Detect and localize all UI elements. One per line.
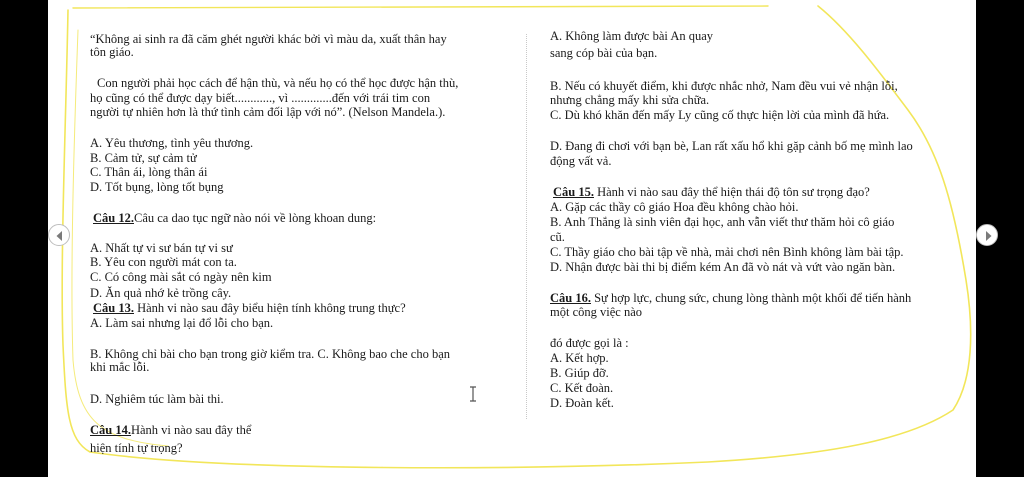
question-text: hiện tính tự trọng? — [90, 441, 183, 455]
text-line: họ cũng có thể được dạy biết............, vì .............đến với trái tim con — [90, 91, 431, 105]
question-label: Câu 16. — [550, 291, 591, 305]
question-15 — [553, 186, 870, 199]
answer-option: A. Làm sai nhưng lại đổ lỗi cho bạn. — [90, 316, 274, 330]
question-12 — [93, 212, 376, 225]
answer-option: A. Không làm được bài An quay — [550, 29, 714, 43]
answer-option: B. Nếu có khuyết điểm, khi được nhắc nhở, Nam đều vui vẻ nhận lỗi, — [550, 79, 898, 93]
answer-option: D. Tốt bụng, lòng tốt bụng — [90, 180, 224, 194]
text-line: tôn giáo. — [90, 45, 134, 59]
answer-option: D. Đoàn kết. — [550, 396, 614, 410]
answer-option: A. Gặp các thầy cô giáo Hoa đều không chào hỏi. — [550, 200, 799, 214]
answer-option: A. Kết hợp. — [550, 351, 609, 365]
answer-option: C. Dù khó khăn đến mấy Ly cũng cố thực hiện lời của mình đã hứa. — [550, 108, 890, 122]
text-cursor-icon — [468, 386, 478, 402]
answer-option: nhưng chẳng mấy khi sửa chữa. — [550, 93, 710, 107]
question-16 — [550, 292, 911, 305]
question-text: Hành vi nào sau đây biểu hiện tính không trung thực? — [133, 301, 406, 315]
answer-option: A. Nhất tự vi sư bán tự vi sư — [90, 241, 233, 255]
text-line: người tự nhiên hơn là thứ tình cảm đối lập với nó”. (Nelson Mandela.). — [90, 105, 446, 119]
question-text: Câu ca dao tục ngữ nào nói về lòng khoan dung: — [133, 211, 377, 225]
answer-option: C. Có công mài sắt có ngày nên kim — [90, 270, 272, 284]
question-14 — [90, 424, 251, 437]
answer-option: sang cóp bài của bạn. — [550, 46, 658, 60]
answer-option: D. Ăn quả nhớ kẻ trồng cây. — [90, 286, 232, 300]
question-label: Câu 12. — [93, 211, 134, 225]
answer-option: B. Không chỉ bài cho bạn trong giờ kiểm tra. C. Không bao che cho bạn — [90, 347, 451, 361]
answer-option: khi mắc lỗi. — [90, 360, 150, 374]
answer-option: cũ. — [550, 230, 565, 244]
question-label: Câu 15. — [553, 185, 594, 199]
question-text: Hành vi nào sau đây thể hiện thái độ tôn sư trọng đạo? — [593, 185, 870, 199]
text-line: “Không ai sinh ra đã căm ghét người khác bởi vì màu da, xuất thân hay — [90, 32, 447, 46]
answer-option: D. Nghiêm túc làm bài thi. — [90, 392, 224, 406]
answer-option: D. Đang đi chơi với bạn bè, Lan rất xấu hổ khi gặp cảnh bố mẹ mình lao — [550, 139, 913, 153]
document-page — [48, 0, 976, 477]
text-line: Con người phải học cách để hận thù, và nếu họ có thể học được hận thù, — [97, 76, 459, 90]
answer-option: B. Cảm tử, sự cảm tử — [90, 151, 197, 165]
question-text: đó được gọi là : — [550, 336, 629, 350]
answer-option: A. Yêu thương, tình yêu thương. — [90, 136, 254, 150]
question-text: Sự hợp lực, chung sức, chung lòng thành một khối để tiến hành — [590, 291, 912, 305]
answer-option: C. Thầy giáo cho bài tập về nhà, mải chơi nên Bình không làm bài tập. — [550, 245, 904, 259]
answer-option: động vất vả. — [550, 154, 612, 168]
question-text: một công việc nào — [550, 305, 642, 319]
answer-option: D. Nhận được bài thi bị điểm kém An đã vò nát và vứt vào ngăn bàn. — [550, 260, 896, 274]
chevron-left-icon — [49, 225, 71, 247]
answer-option: B. Giúp đỡ. — [550, 366, 609, 380]
next-page-button[interactable] — [976, 224, 998, 246]
answer-option: B. Yêu con người mát con ta. — [90, 255, 237, 269]
answer-option: B. Anh Thắng là sinh viên đại học, anh vẫn viết thư thăm hỏi cô giáo — [550, 215, 895, 229]
question-label: Câu 14. — [90, 423, 131, 437]
previous-page-button[interactable] — [48, 224, 70, 246]
answer-option: C. Kết đoàn. — [550, 381, 614, 395]
question-text: Hành vi nào sau đây thể — [130, 423, 252, 437]
chevron-right-icon — [977, 225, 999, 247]
question-label: Câu 13. — [93, 301, 134, 315]
column-divider — [526, 34, 527, 419]
answer-option: C. Thân ái, lòng thân ái — [90, 165, 208, 179]
question-13 — [93, 302, 406, 315]
